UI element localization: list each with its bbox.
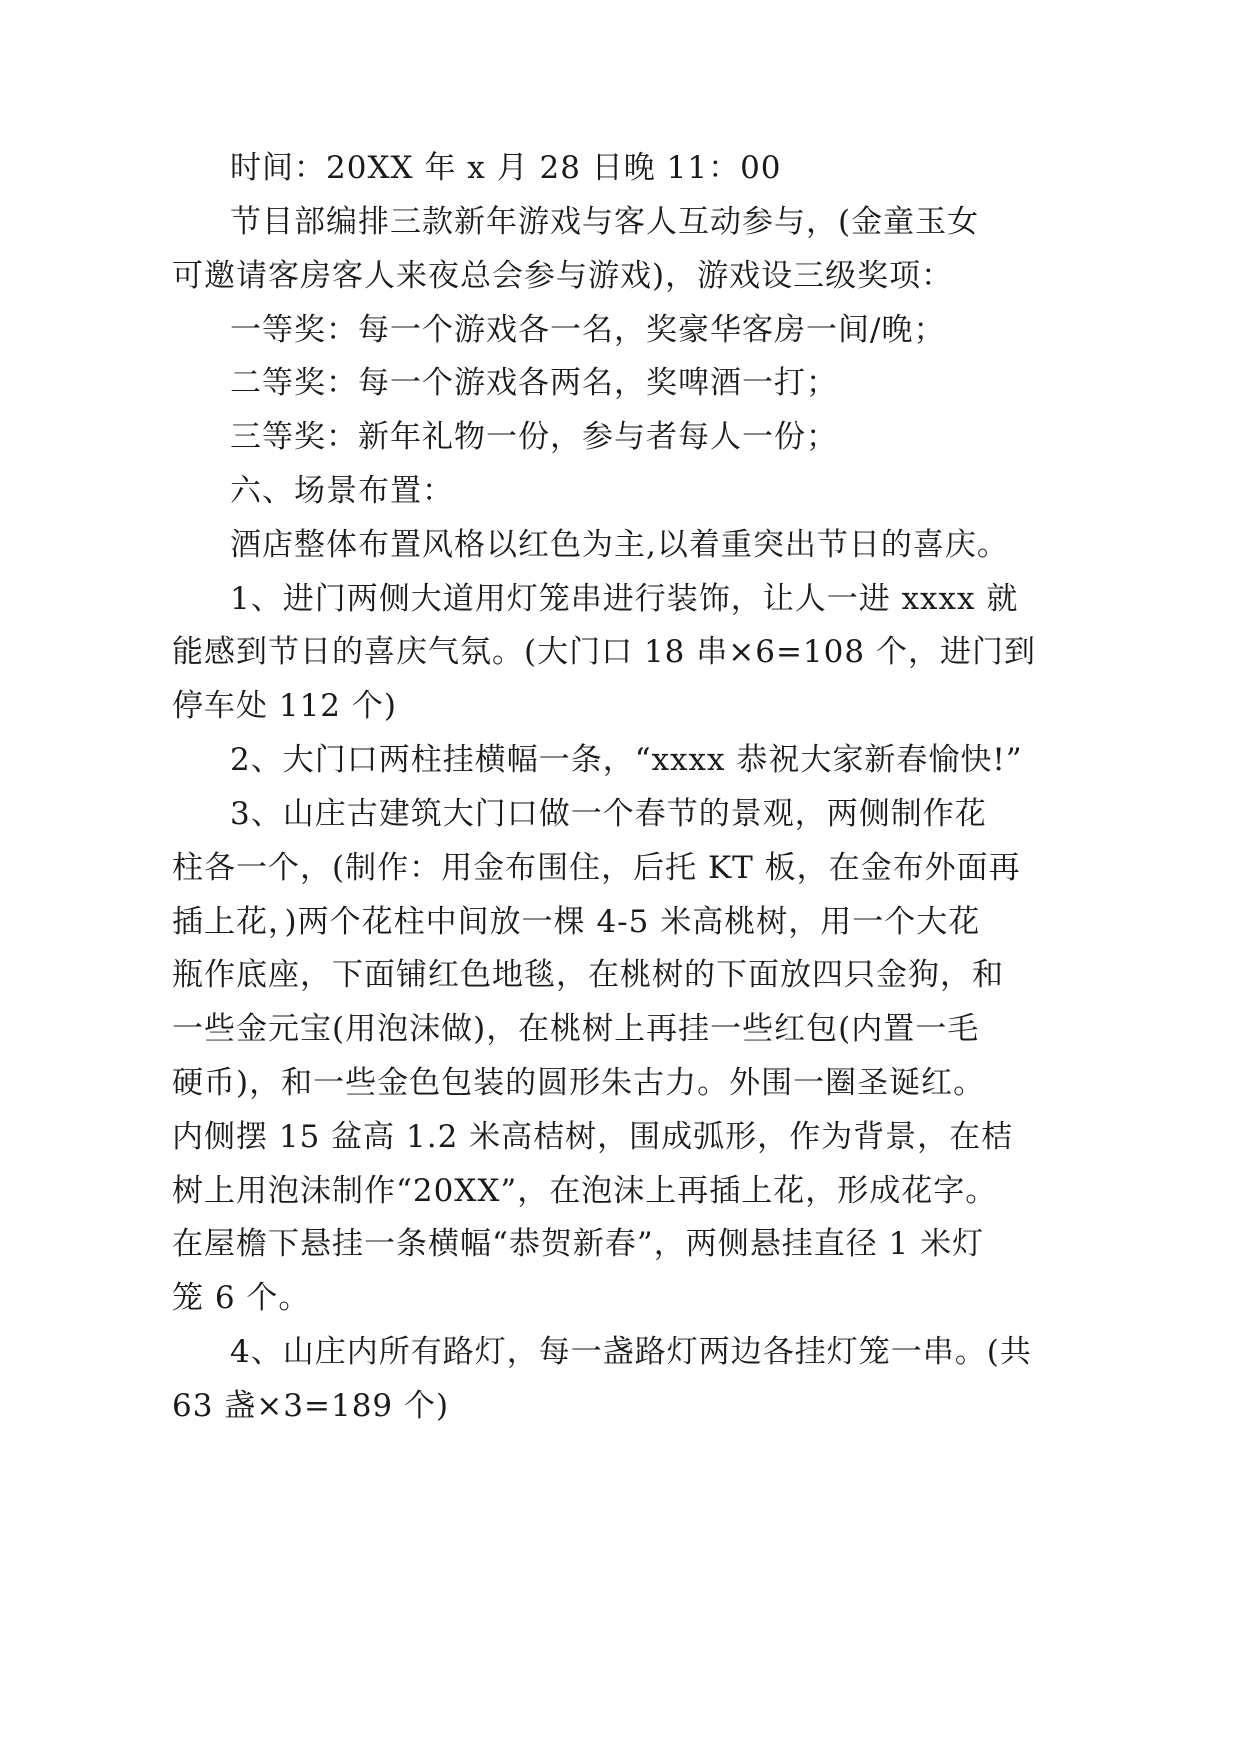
text-line-third-prize: 三等奖：新年礼物一份，参与者每人一份； — [230, 419, 838, 455]
text-line: 63 盏×3=189 个) — [172, 1388, 450, 1424]
text-line: 停车处 112 个) — [172, 688, 397, 724]
text-line: 在屋檐下悬挂一条横幅“恭贺新春”，两侧悬挂直径 1 米灯 — [172, 1226, 985, 1262]
text-line: 笼 6 个。 — [172, 1280, 311, 1316]
text-line-item-3: 3、山庄古建筑大门口做一个春节的景观，两侧制作花 — [230, 796, 987, 832]
text-line: 能感到节日的喜庆气氛。(大门口 18 串×6=108 个，进门到 — [172, 634, 1036, 670]
text-line-first-prize: 一等奖：每一个游戏各一名，奖豪华客房一间/晚； — [230, 312, 946, 348]
text-line: 插上花，)两个花柱中间放一棵 4-5 米高桃树，用一个大花 — [172, 904, 981, 940]
text-line-item-4: 4、山庄内所有路灯，每一盏路灯两边各挂灯笼一串。(共 — [230, 1334, 1032, 1370]
text-line: 树上用泡沫制作“20XX”，在泡沫上再插上花，形成花字。 — [172, 1173, 998, 1209]
text-line: 柱各一个，(制作：用金布围住，后托 KT 板，在金布外面再 — [172, 850, 1021, 886]
text-line-item-1: 1、进门两侧大道用灯笼串进行装饰，让人一进 xxxx 就 — [230, 581, 1019, 617]
text-line-item-2: 2、大门口两柱挂横幅一条，“xxxx 恭祝大家新春愉快!” — [230, 742, 1023, 778]
text-line: 节目部编排三款新年游戏与客人互动参与，(金童玉女 — [230, 204, 980, 240]
text-line: 可邀请客房客人来夜总会参与游戏)，游戏设三级奖项： — [172, 258, 954, 294]
text-line-time: 时间：20XX 年 x 月 28 日晚 11：00 — [230, 150, 782, 186]
text-line: 一些金元宝(用泡沫做)，在桃树上再挂一些红包(内置一毛 — [172, 1011, 980, 1047]
text-line: 内侧摆 15 盆高 1.2 米高桔树，围成弧形，作为背景，在桔 — [172, 1119, 1014, 1155]
text-line: 酒店整体布置风格以红色为主,以着重突出节日的喜庆。 — [230, 527, 1009, 563]
text-line-second-prize: 二等奖：每一个游戏各两名，奖啤酒一打； — [230, 365, 838, 401]
text-line: 硬币)，和一些金色包装的圆形朱古力。外围一圈圣诞红。 — [172, 1065, 986, 1101]
section-heading: 六、场景布置： — [230, 473, 454, 509]
text-line: 瓶作底座，下面铺红色地毯，在桃树的下面放四只金狗，和 — [172, 957, 1004, 993]
